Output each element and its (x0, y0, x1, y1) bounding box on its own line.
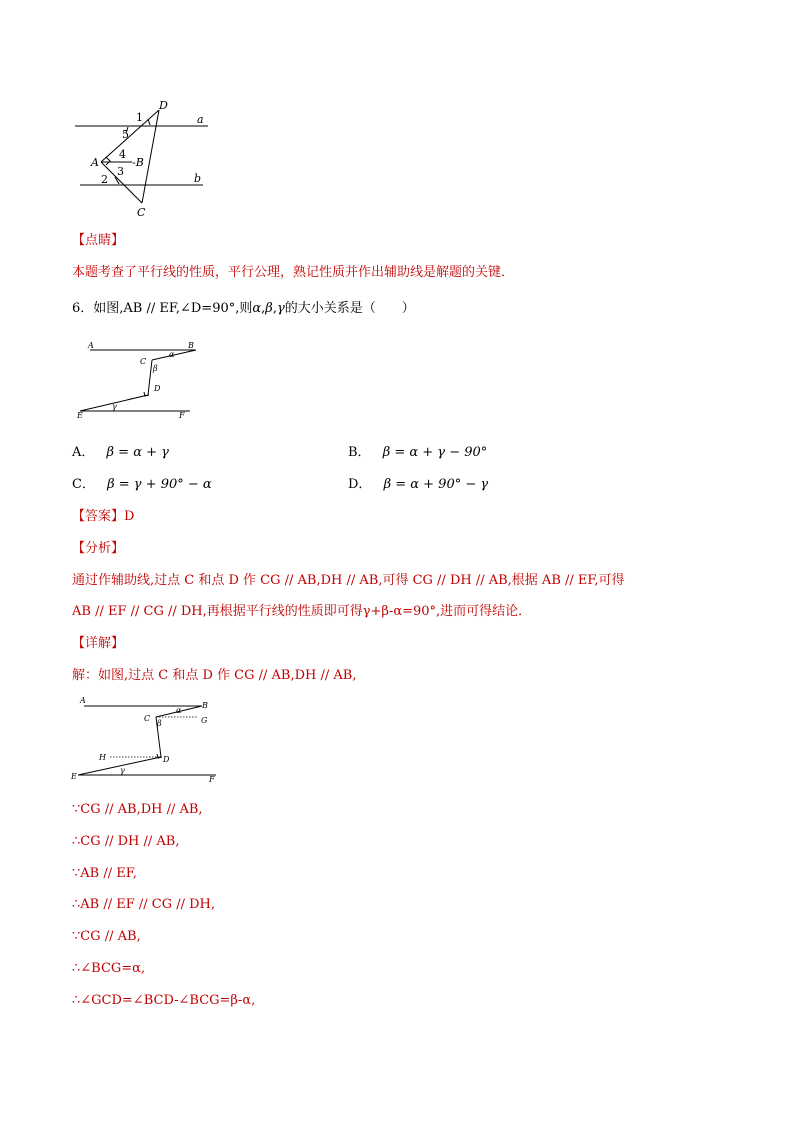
label-D: D (163, 755, 170, 764)
option-C-letter: C． (72, 477, 95, 492)
label-B: B (202, 701, 208, 710)
question-suffix: 的大小关系是（ ） (284, 301, 415, 316)
question-sep2: , (272, 301, 277, 316)
label-a: a (197, 113, 204, 126)
option-C-formula: β = γ + 90° − α (107, 477, 212, 492)
option-B (348, 441, 487, 460)
question-prefix: 6．如图,AB // EF,∠D=90°,则 (72, 301, 253, 316)
label-4: 4 (119, 148, 126, 161)
answer (72, 505, 134, 524)
label-B: B (188, 341, 194, 350)
segment-DC (142, 110, 159, 203)
label-E: E (77, 411, 83, 420)
step-4: ∴AB // EF // CG // DH, (72, 897, 216, 912)
detail-intro: 解：如图,过点 C 和点 D 作 CG // AB,DH // AB, (72, 668, 357, 683)
dianjing-text: 本题考查了平行线的性质，平行公理，熟记性质并作出辅助线是解题的关键． (72, 265, 515, 280)
option-B-formula: β = α + γ − 90° (382, 445, 488, 460)
step-2: ∴CG // DH // AB, (72, 834, 180, 849)
label-C: C (137, 206, 146, 219)
step-5: ∵CG // AB, (72, 929, 141, 944)
option-C (72, 473, 212, 492)
alpha-symbol: α (252, 301, 262, 316)
figure-3-solution-diagram (68, 693, 228, 785)
dianjing-heading: 【点睛】 (72, 233, 125, 248)
label-D: D (154, 384, 161, 393)
option-A-formula: β = α + γ (106, 445, 169, 460)
label-gamma: γ (112, 402, 117, 411)
option-D (348, 473, 488, 492)
label-alpha: α (176, 706, 182, 715)
label-beta: β (153, 364, 158, 373)
label-A: A (80, 696, 86, 705)
step-1: ∵CG // AB,DH // AB, (72, 802, 203, 817)
label-beta: β (157, 719, 162, 728)
label-A: A (91, 156, 99, 169)
analysis-line-1: 通过作辅助线,过点 C 和点 D 作 CG // AB,DH // AB,可得 CG // DH // AB,根据 AB // EF,可得 (72, 573, 625, 588)
label-H: H (99, 753, 106, 762)
label-C: C (144, 714, 151, 723)
label-G: G (201, 716, 208, 725)
segment-DA (101, 110, 159, 162)
option-D-letter: D． (348, 477, 372, 492)
question-6 (72, 297, 415, 316)
label-gamma: γ (120, 766, 125, 775)
option-B-letter: B． (348, 445, 371, 460)
label-5: 5 (122, 128, 129, 141)
step-7: ∴∠GCD=∠BCD-∠BCG=β-α, (72, 993, 256, 1008)
gamma-symbol: γ (276, 301, 285, 316)
label-D: D (159, 99, 168, 112)
label-B: -B (132, 156, 144, 169)
tick-1 (148, 119, 150, 125)
label-1: 1 (136, 111, 143, 124)
analysis-line-2: AB // EF // CG // DH,再根据平行线的性质即可得γ+β-α=90°,进而可得结论． (72, 604, 532, 619)
label-C: C (140, 357, 147, 366)
label-b: b (194, 172, 202, 185)
step-3: ∵AB // EF, (72, 866, 137, 881)
segment-CD (148, 360, 152, 395)
option-D-formula: β = α + 90° − γ (383, 477, 489, 492)
label-A: A (88, 341, 94, 350)
answer-heading: 【答案】 (72, 509, 125, 524)
option-A (72, 441, 169, 460)
detail-heading: 【详解】 (72, 636, 125, 651)
label-F: F (179, 411, 185, 420)
label-F: F (209, 775, 215, 784)
label-3: 3 (117, 165, 124, 178)
answer-value: D (124, 509, 135, 524)
beta-symbol: β (265, 301, 273, 316)
label-alpha: α (169, 350, 175, 359)
figure-1-parallel-lines-triangle (70, 95, 220, 225)
step-6: ∴∠BCG=α, (72, 961, 146, 976)
label-2: 2 (101, 173, 108, 186)
option-A-letter: A． (72, 445, 95, 460)
question-sep1: , (261, 301, 266, 316)
figure-2-question-diagram (72, 335, 202, 425)
right-angle-mark (106, 157, 110, 165)
label-E: E (71, 772, 77, 781)
analysis-heading: 【分析】 (72, 541, 125, 556)
